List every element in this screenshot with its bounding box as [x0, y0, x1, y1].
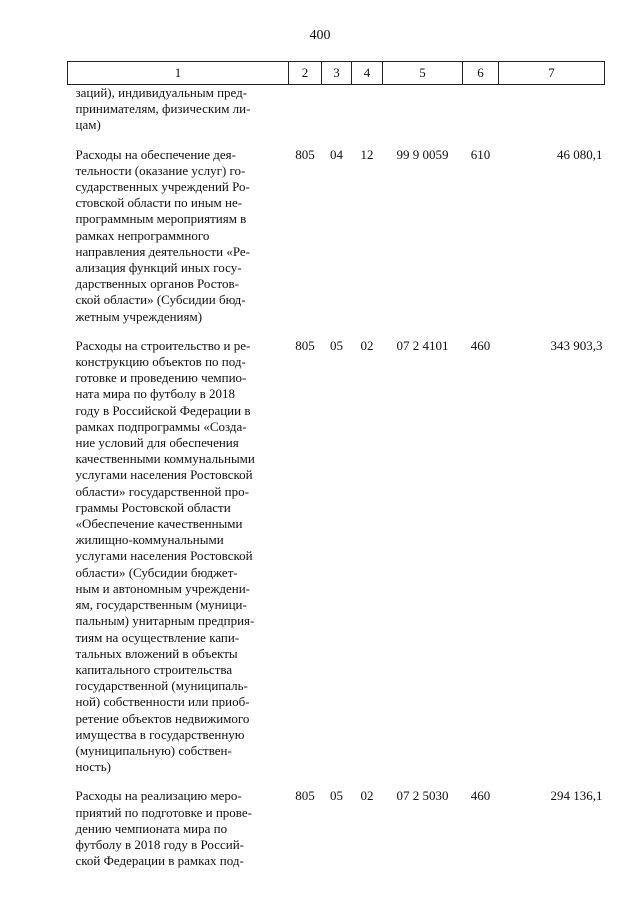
description-line: ализация функций иных госу- [75, 260, 242, 276]
description-line: услугами населения Ростовской [75, 548, 253, 564]
description-line: тельности (оказание услуг) го- [75, 162, 246, 178]
description-line: ской Федерации в рамках под- [75, 853, 244, 869]
row-description [68, 788, 289, 869]
description-line: цам) [75, 117, 101, 133]
description-line: пальным) унитарным предприя- [75, 613, 255, 629]
description-line: году в Российской Федерации в [75, 402, 251, 418]
subsection-code: 02 [360, 337, 374, 353]
target-article-code: 07 2 4101 [396, 337, 449, 353]
description-line: государственной (муниципаль- [75, 678, 248, 694]
target-article-code: 07 2 5030 [396, 788, 449, 804]
description-line: ретение объектов недвижимого [75, 710, 250, 726]
amount: 294 136,1 [550, 788, 603, 804]
header-col-3: 3 [322, 62, 352, 85]
description-line: направления деятельности «Ре- [75, 243, 250, 259]
description-line: конструкцию объектов по под- [75, 354, 246, 370]
description-line: области» государственной про- [75, 483, 249, 499]
description-line: ность) [75, 759, 111, 775]
description-line: ской области» (Субсидии бюд- [75, 292, 246, 308]
row-description [68, 338, 289, 775]
description-line: тиям на осуществление капи- [75, 629, 240, 645]
expense-type-code: 460 [470, 788, 491, 804]
ministry-code: 805 [295, 788, 315, 804]
description-line: готовке и проведению чемпио- [75, 370, 247, 386]
header-col-6: 6 [463, 62, 499, 85]
expense-type-code: 610 [470, 146, 491, 162]
subsection-code: 12 [360, 146, 374, 162]
expense-type-code: 460 [470, 337, 491, 353]
description-line: услугами населения Ростовской [75, 467, 253, 483]
description-line: рамках подпрограммы «Созда- [75, 418, 247, 434]
description-line: области» (Субсидии бюджет- [75, 564, 238, 580]
ministry-code: 805 [295, 146, 315, 162]
table-row-continuation [68, 85, 605, 134]
ministry-code: 805 [295, 337, 315, 353]
description-line: тальных вложений в объекты [75, 645, 238, 661]
header-col-5: 5 [383, 62, 463, 85]
description-line: ным и автономным учреждени- [75, 580, 250, 596]
description-line: рамках непрограммного [75, 227, 210, 243]
description-line: приятий по подготовке и прове- [75, 804, 252, 820]
description-line: (муниципальную) собствен- [75, 742, 232, 758]
description-line: Расходы на реализацию меро- [75, 788, 242, 804]
target-article-code: 99 9 0059 [396, 146, 449, 162]
description-line: жетным учреждениям) [75, 308, 203, 324]
table-row [68, 338, 605, 775]
description-line: Расходы на строительство и ре- [75, 337, 251, 353]
table-header-row [68, 62, 605, 85]
section-code: 05 [330, 788, 343, 804]
description-line: ной) собственности или приоб- [75, 694, 250, 710]
budget-table [67, 61, 605, 869]
description-line: дарственных органов Ростов- [75, 276, 239, 292]
header-col-4: 4 [352, 62, 383, 85]
description-line: «Обеспечение качественными [75, 516, 243, 532]
header-col-2: 2 [289, 62, 322, 85]
header-col-1: 1 [68, 62, 289, 85]
description-line: сударственных учреждений Ро- [75, 179, 250, 195]
section-code: 04 [330, 146, 343, 162]
section-code: 05 [330, 337, 343, 353]
row-description [68, 147, 289, 325]
description-line: заций), индивидуальным пред- [75, 85, 248, 100]
table-row [68, 147, 605, 325]
amount: 46 080,1 [557, 146, 603, 162]
description-line: футболу в 2018 году в Россий- [75, 836, 244, 852]
row-description [68, 85, 289, 134]
description-line: ната мира по футболу в 2018 [75, 386, 236, 402]
description-line: программным мероприятиям в [75, 211, 247, 227]
description-line: принимателям, физическим ли- [75, 101, 251, 117]
description-line: ям, государственным (муници- [75, 597, 247, 613]
description-line: стовской области по иным не- [75, 195, 243, 211]
page-number: 400 [309, 28, 331, 43]
amount: 343 903,3 [550, 337, 603, 353]
description-line: имущества в государственную [75, 726, 245, 742]
description-line: дению чемпионата мира по [75, 820, 228, 836]
description-line: ние условий для обеспечения [75, 435, 239, 451]
description-line: жилищно-коммунальными [75, 532, 224, 548]
description-line: качественными коммунальными [75, 451, 255, 467]
description-line: капитального строительства [75, 661, 233, 677]
table-row [68, 788, 605, 869]
subsection-code: 02 [360, 788, 374, 804]
header-col-7: 7 [499, 62, 605, 85]
description-line: Расходы на обеспечение дея- [75, 146, 236, 162]
description-line: граммы Ростовской области [75, 499, 231, 515]
